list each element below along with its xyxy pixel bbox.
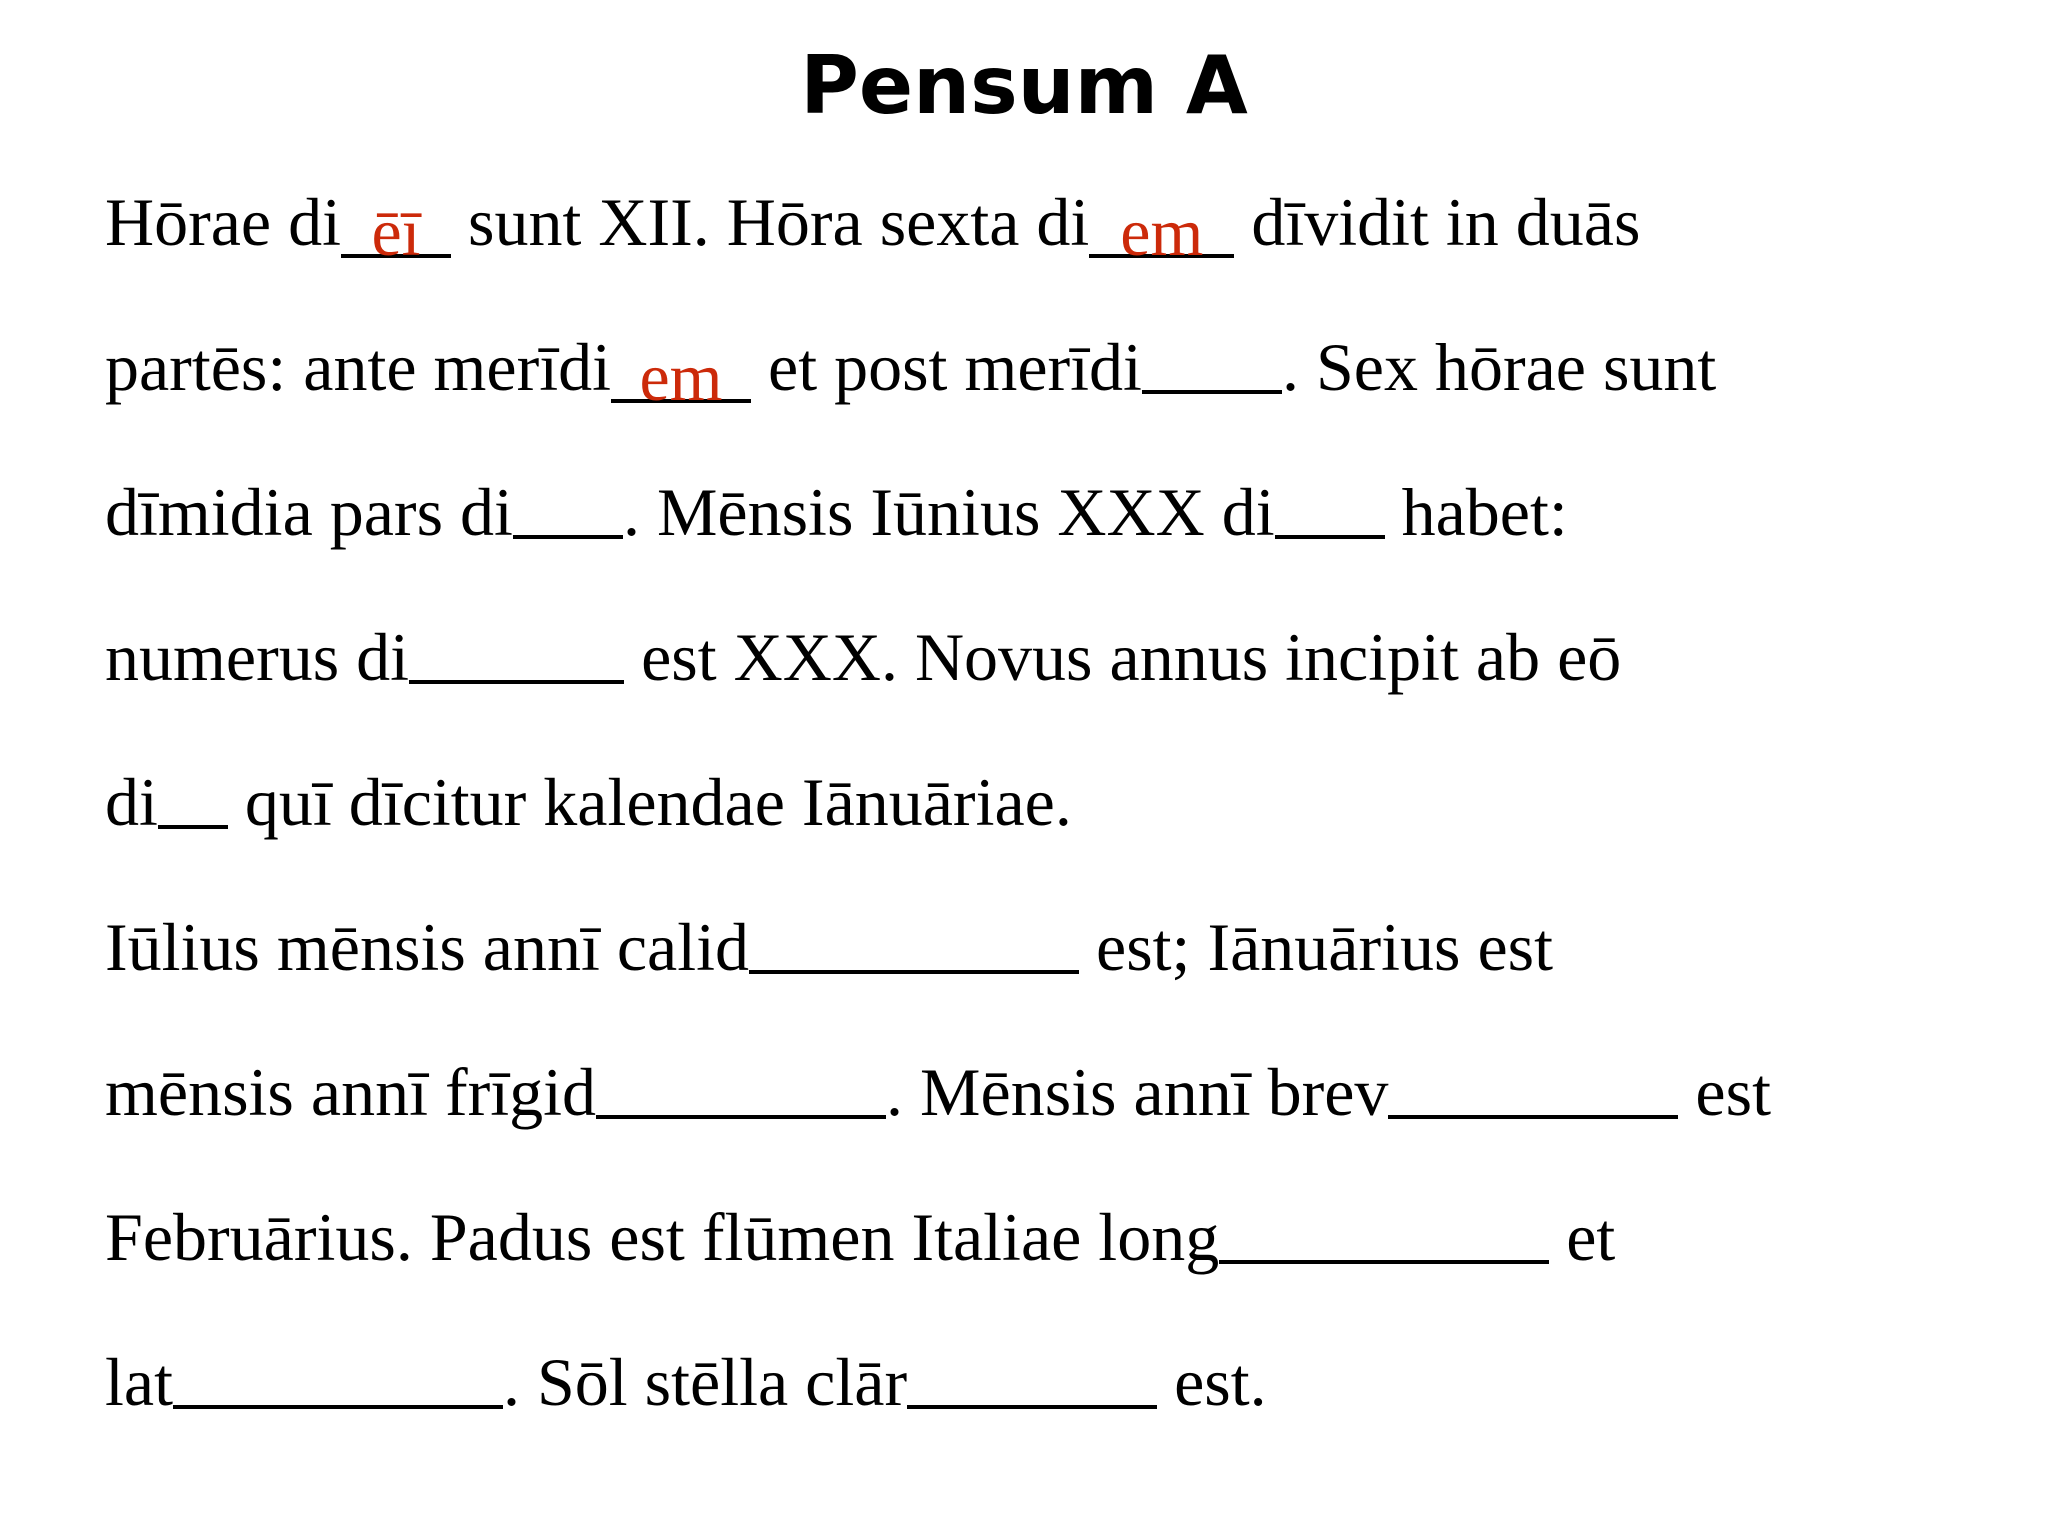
text-segment: lat <box>105 1344 173 1420</box>
text-segment: . Sōl stēlla clār <box>502 1344 908 1420</box>
answer-blank[interactable] <box>1089 194 1234 270</box>
text-segment: est; Iānuārius est <box>1079 909 1553 985</box>
text-segment: sunt XII. Hōra sexta di <box>451 184 1090 260</box>
text-segment: et <box>1549 1199 1616 1275</box>
text-line <box>105 440 2005 585</box>
text-segment: . Mēnsis annī brev <box>886 1054 1389 1130</box>
answer-blank[interactable] <box>341 194 451 270</box>
text-segment: dīvidit in duās <box>1234 184 1641 260</box>
answer-blank[interactable] <box>513 479 623 539</box>
text-segment: Iūlius mēnsis annī calid <box>105 909 750 985</box>
text-line <box>105 1020 2005 1165</box>
answer-blank[interactable] <box>158 769 228 829</box>
text-line <box>105 295 2005 440</box>
text-segment: dīmidia pars di <box>105 474 513 550</box>
text-line <box>105 1165 2005 1310</box>
answer-blank[interactable] <box>173 1349 503 1409</box>
text-segment: Februārius. Padus est flūmen Italiae long <box>105 1199 1220 1275</box>
text-segment: est <box>1678 1054 1771 1130</box>
text-line <box>105 150 2005 295</box>
answer-blank[interactable] <box>596 1059 886 1119</box>
text-segment: est XXX. Novus annus incipit ab eō <box>624 619 1622 695</box>
text-segment: partēs: ante merīdi <box>105 329 612 405</box>
text-segment: di <box>105 764 158 840</box>
text-line <box>105 730 2005 875</box>
text-segment: est. <box>1157 1344 1267 1420</box>
answer-blank[interactable] <box>1219 1204 1549 1264</box>
text-segment: et post merīdi <box>751 329 1142 405</box>
answer-blank[interactable] <box>907 1349 1157 1409</box>
answer-fill: ēī <box>371 194 421 270</box>
page-title: Pensum A <box>800 39 1248 132</box>
text-segment: habet: <box>1384 474 1568 550</box>
text-segment: quī dīcitur kalendae Iānuāriae. <box>227 764 1072 840</box>
text-segment: . Mēnsis Iūnius XXX di <box>622 474 1275 550</box>
answer-blank[interactable] <box>611 339 751 415</box>
text-segment: . Sex hōrae sunt <box>1281 329 1717 405</box>
text-line <box>105 585 2005 730</box>
answer-blank[interactable] <box>749 914 1079 974</box>
answer-blank[interactable] <box>1275 479 1385 539</box>
text-line <box>105 1310 2005 1455</box>
text-segment: numerus di <box>105 619 410 695</box>
answer-blank[interactable] <box>1142 334 1282 394</box>
answer-fill: em <box>1120 194 1204 270</box>
text-segment: Hōrae di <box>105 184 342 260</box>
text-line <box>105 875 2005 1020</box>
exercise-text <box>105 150 2005 1455</box>
answer-blank[interactable] <box>409 624 624 684</box>
answer-blank[interactable] <box>1388 1059 1678 1119</box>
text-segment: mēnsis annī frīgid <box>105 1054 597 1130</box>
answer-fill: em <box>639 339 723 415</box>
